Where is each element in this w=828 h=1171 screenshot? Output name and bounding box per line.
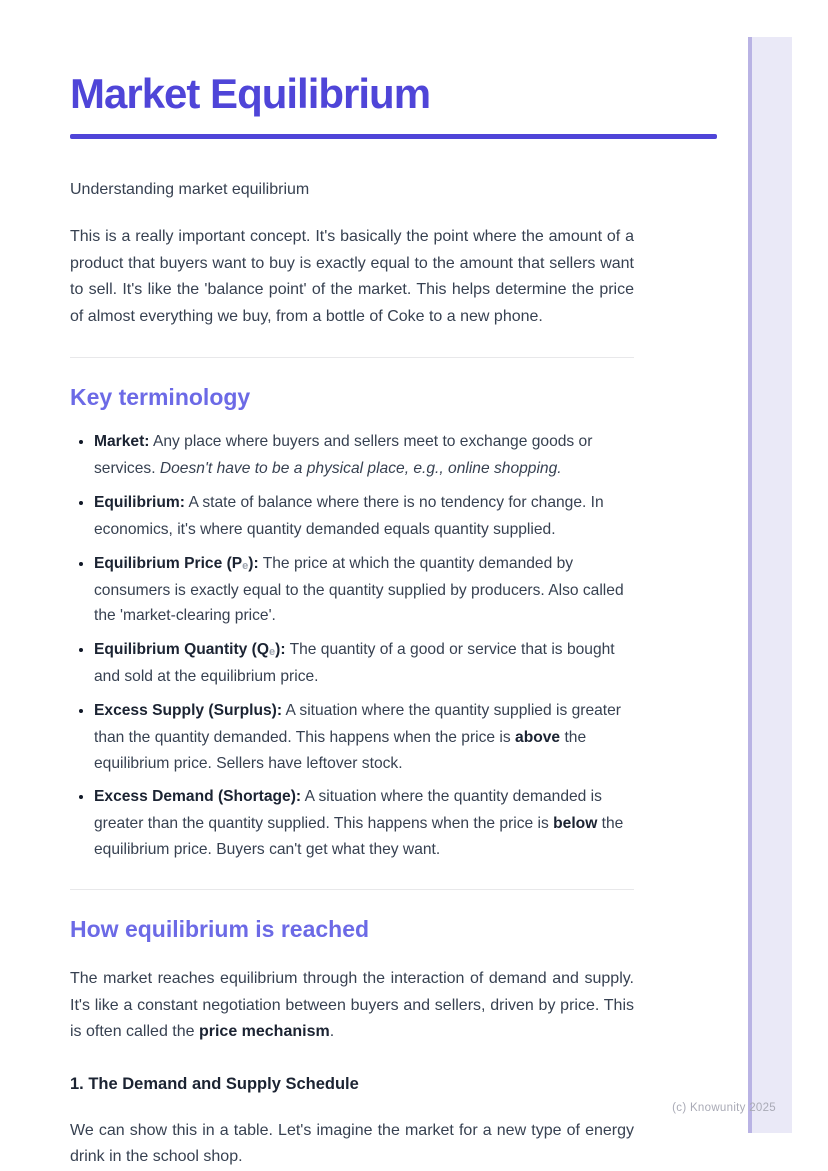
term-text: Equilibrium Price (P <box>94 554 243 572</box>
title-underline-rule <box>70 134 717 139</box>
term-label <box>94 555 259 572</box>
term-definition: The quantity of a good or service that is bought and sold at the equilibrium price. <box>94 640 615 686</box>
document-content <box>70 0 634 1171</box>
term-definition: A state of balance where there is no tendency for change. In economics, it's where quantity demanded equals quantity supplied. <box>94 493 604 539</box>
terminology-list <box>70 429 634 862</box>
term-label <box>94 494 185 511</box>
term-definition-cont: the equilibrium price. Buyers can't get what they want. <box>94 815 624 858</box>
section-divider <box>70 889 634 890</box>
term-text-post: ): <box>275 640 286 658</box>
term-list-item-market <box>94 429 634 482</box>
term-list-item-excess-supply <box>94 698 634 776</box>
page-title: Market Equilibrium <box>70 70 431 117</box>
how-paragraph-end: . <box>329 1023 335 1041</box>
term-definition: A situation where the quantity supplied is greater than the quantity demanded. This happens when the price is <box>94 701 621 747</box>
term-text: Market: <box>94 433 150 451</box>
how-paragraph <box>70 966 634 1046</box>
price-mechanism-bold: price mechanism <box>198 1023 330 1041</box>
page-edge-decoration <box>748 37 792 1133</box>
intro-paragraph: This is a really important concept. It's basically the point where the amount of a product that buyers want to buy is exactly equal to the amount that sellers want to sell. It's like the 'balance point' of the market. This helps determine the price of almost everything we buy, from a bottle of Coke to a new phone. <box>70 228 634 325</box>
term-list-item-excess-demand <box>94 784 634 862</box>
term-note-italic: Doesn't have to be a physical place, e.g., online shopping. <box>159 460 562 478</box>
term-list-item-equilibrium-quantity <box>94 637 634 690</box>
term-text-post: ): <box>248 554 259 572</box>
term-text: Excess Supply (Surplus): <box>94 701 283 719</box>
term-definition: The price at which the quantity demanded by consumers is exactly equal to the quantity supplied by producers. Also called the 'market-clearing price'. <box>94 554 624 625</box>
copyright-watermark: (c) Knowunity 2025 <box>672 1102 776 1114</box>
section-divider <box>70 357 634 358</box>
term-label <box>94 702 282 719</box>
bold-keyword: below <box>553 815 598 833</box>
term-definition: A situation where the quantity demanded is greater than the quantity supplied. This happens when the price is <box>94 787 602 833</box>
subheading-demand-supply-schedule: 1. The Demand and Supply Schedule <box>70 1074 359 1093</box>
term-label <box>94 788 301 805</box>
section-heading-how-equilibrium: How equilibrium is reached <box>70 916 370 943</box>
document-subtitle: Understanding market equilibrium <box>70 181 310 199</box>
term-text: Equilibrium: <box>94 493 185 511</box>
term-label <box>94 433 149 450</box>
term-definition: Any place where buyers and sellers meet to exchange goods or services. <box>94 433 593 478</box>
term-list-item-equilibrium-price <box>94 551 634 629</box>
how-paragraph-text: The market reaches equilibrium through the interaction of demand and supply. It's like a constant negotiation between buyers and sellers, driven by price. This is often called the <box>70 970 634 1041</box>
term-definition-cont: the equilibrium price. Sellers have leftover stock. <box>94 729 587 772</box>
term-text: Equilibrium Quantity (Q <box>94 640 269 658</box>
subscript-e: e <box>269 645 276 658</box>
term-label <box>94 641 286 658</box>
bold-keyword: above <box>515 729 561 747</box>
term-text: Excess Demand (Shortage): <box>94 787 302 805</box>
subscript-e: e <box>242 559 249 572</box>
section-heading-key-terminology: Key terminology <box>70 384 251 411</box>
term-list-item-equilibrium <box>94 490 634 543</box>
schedule-paragraph: We can show this in a table. Let's imagine the market for a new type of energy drink in the school shop. <box>70 1121 634 1166</box>
